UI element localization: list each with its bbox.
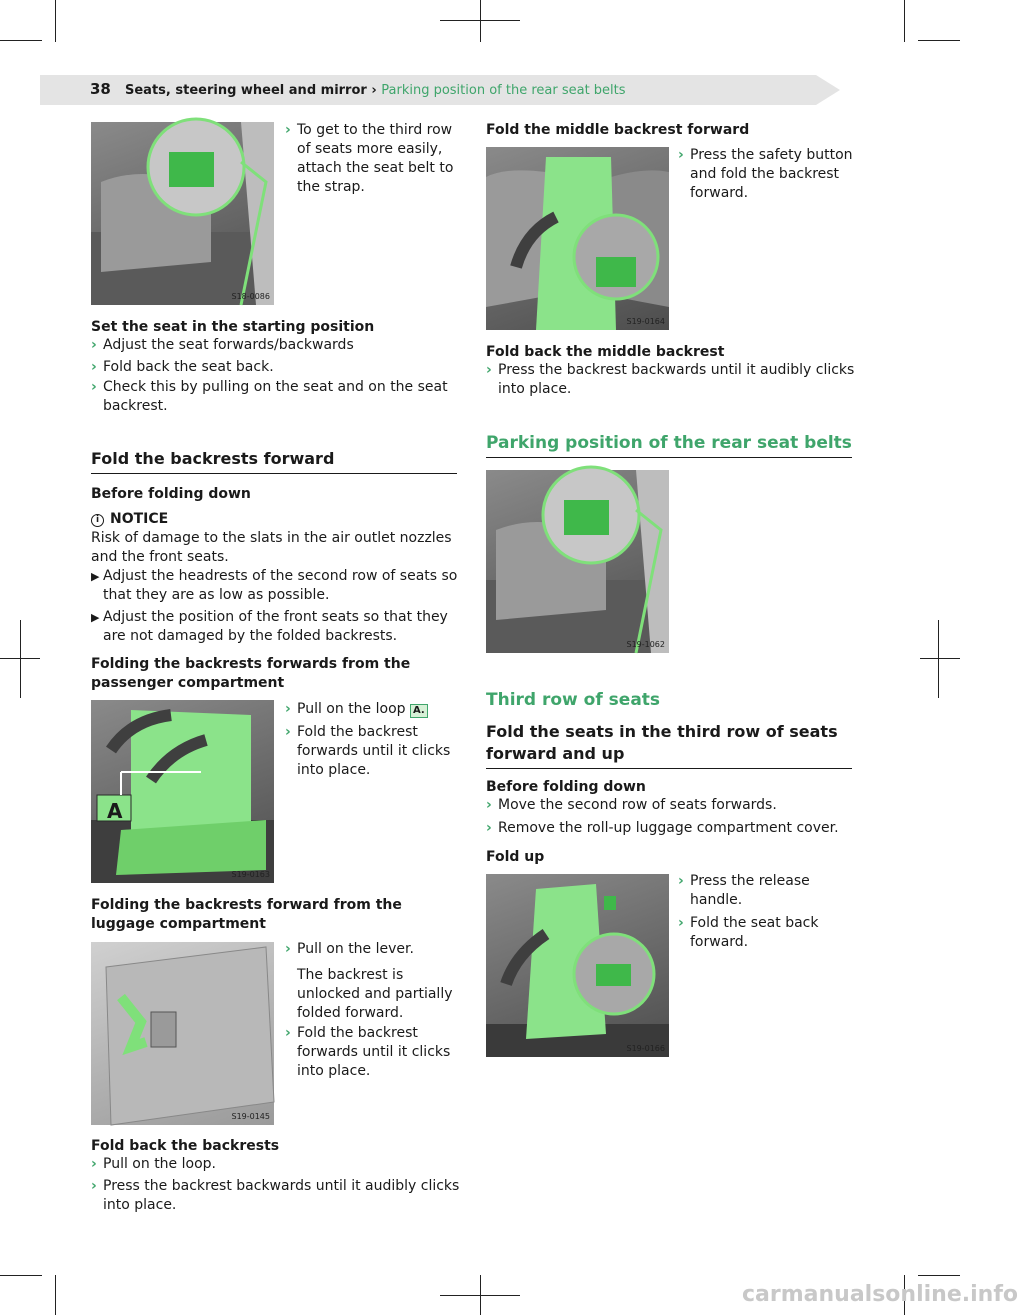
notice-item-text: Adjust the position of the front seats so that they are not damaged by the folded backrests. xyxy=(103,609,448,644)
crop-mark xyxy=(20,620,21,698)
instruction-step xyxy=(91,1177,469,1215)
section-heading-fold-backrests: Fold the backrests forward xyxy=(91,448,457,474)
bullet-icon: › xyxy=(285,1025,291,1041)
bullet-icon: › xyxy=(285,122,291,138)
instruction-step xyxy=(285,1024,467,1081)
page-number: 38 xyxy=(90,80,111,98)
breadcrumb-separator: › xyxy=(371,83,377,98)
step-text: Fold the seat back forward. xyxy=(690,915,819,950)
instruction-step xyxy=(678,872,860,910)
instruction-step xyxy=(486,796,866,815)
instruction-step xyxy=(486,819,866,838)
instruction-step xyxy=(285,700,467,719)
figure-code: S19-0164 xyxy=(626,317,665,326)
crop-mark xyxy=(55,0,56,42)
step-text: Pull on the lever. xyxy=(297,941,414,957)
instruction-step xyxy=(678,146,865,203)
figure-graphic xyxy=(91,942,274,1125)
bullet-icon: › xyxy=(678,147,684,163)
subheading-fold-back-backrests: Fold back the backrests xyxy=(91,1138,280,1154)
instruction-step xyxy=(678,914,860,952)
instruction-step xyxy=(285,121,467,197)
instruction-step xyxy=(91,1155,469,1174)
subheading-fold-up: Fold up xyxy=(486,849,545,865)
info-icon: i xyxy=(91,514,104,527)
subheading-starting-position: Set the seat in the starting position xyxy=(91,319,375,335)
bullet-icon: › xyxy=(486,362,492,378)
subheading-passenger-compartment: Folding the backrests forwards from the passenger compartment xyxy=(91,656,411,691)
bullet-icon: › xyxy=(486,820,492,836)
figure-graphic xyxy=(486,147,669,330)
instruction-step xyxy=(486,361,866,399)
step-text: Remove the roll-up luggage compartment cover. xyxy=(498,820,839,836)
crop-mark xyxy=(55,1275,56,1315)
breadcrumb-section: Seats, steering wheel and mirror xyxy=(125,83,367,98)
crop-mark xyxy=(920,658,960,659)
bullet-icon: › xyxy=(678,873,684,889)
crop-mark xyxy=(0,40,42,41)
step-text: Fold the backrest forwards until it clicks into place. xyxy=(297,724,451,778)
notice-item xyxy=(91,608,469,646)
bullet-icon: › xyxy=(285,941,291,957)
instruction-step xyxy=(285,723,467,780)
subheading-middle-backrest: Fold the middle backrest forward xyxy=(486,122,750,138)
crop-mark xyxy=(440,1295,520,1296)
step-text: Press the backrest backwards until it audibly clicks into place. xyxy=(498,362,855,397)
subheading-before-folding: Before folding down xyxy=(486,779,646,795)
crop-mark xyxy=(918,1275,960,1276)
section-heading-third-row: Third row of seats xyxy=(486,690,661,710)
figure-backrest-loop xyxy=(91,700,274,883)
bullet-icon: › xyxy=(91,359,97,375)
figure-code: S19-1062 xyxy=(626,640,665,649)
section-heading-parking-position: Parking position of the rear seat belts xyxy=(486,432,852,458)
crop-mark xyxy=(904,0,905,42)
bullet-icon: › xyxy=(91,337,97,353)
subheading-fold-back-middle: Fold back the middle backrest xyxy=(486,344,725,360)
figure-code: S18-0086 xyxy=(231,292,270,301)
crop-mark xyxy=(0,658,40,659)
figure-seat-belt-strap xyxy=(91,122,274,305)
crop-mark xyxy=(0,1275,42,1276)
step-text: Fold back the seat back. xyxy=(103,359,274,375)
bullet-icon: › xyxy=(486,797,492,813)
step-text: Move the second row of seats forwards. xyxy=(498,797,777,813)
triangle-bullet-icon: ▶ xyxy=(91,611,100,624)
step-text: Press the safety button and fold the backrest forward. xyxy=(690,147,853,201)
step-text: To get to the third row of seats more easily, attach the seat belt to the strap. xyxy=(297,122,454,195)
figure-graphic xyxy=(486,470,669,653)
key-a-badge: A. xyxy=(410,704,428,718)
crop-mark xyxy=(918,40,960,41)
step-text: Pull on the loop. xyxy=(103,1156,216,1172)
figure-graphic xyxy=(486,874,669,1057)
instruction-step xyxy=(285,940,467,959)
breadcrumb xyxy=(125,81,626,100)
notice-text: Risk of damage to the slats in the air outlet nozzles and the front seats. xyxy=(91,530,452,565)
figure-parking-position xyxy=(486,470,669,653)
step-text: Fold the backrest forwards until it clicks into place. xyxy=(297,1025,451,1079)
instruction-step xyxy=(91,358,468,377)
notice-item-text: Adjust the headrests of the second row of seats so that they are as low as possible. xyxy=(103,568,458,603)
bullet-icon: › xyxy=(285,701,291,717)
figure-lever xyxy=(91,942,274,1125)
step-note: The backrest is unlocked and partially folded forward. xyxy=(297,967,453,1021)
instruction-step xyxy=(91,378,468,416)
watermark: carmanualsonline.info xyxy=(742,1282,1018,1307)
bullet-icon: › xyxy=(91,1156,97,1172)
figure-third-row-release xyxy=(486,874,669,1057)
figure-code: S19-0166 xyxy=(626,1044,665,1053)
crop-mark xyxy=(938,620,939,698)
step-text: Pull on the loop xyxy=(297,701,406,717)
triangle-bullet-icon: ▶ xyxy=(91,570,100,583)
bullet-icon: › xyxy=(678,915,684,931)
notice-label-text: NOTICE xyxy=(110,511,169,527)
notice-label xyxy=(91,510,168,529)
figure-middle-backrest xyxy=(486,147,669,330)
figure-code: S19-0163 xyxy=(231,870,270,879)
crop-mark xyxy=(440,20,520,21)
crop-mark xyxy=(480,0,481,42)
figure-graphic xyxy=(91,700,274,883)
notice-item xyxy=(91,567,469,605)
subheading-before-folding: Before folding down xyxy=(91,486,251,502)
bullet-icon: › xyxy=(91,379,97,395)
figure-code: S19-0145 xyxy=(231,1112,270,1121)
instruction-step xyxy=(91,336,468,355)
step-text: Check this by pulling on the seat and on the seat backrest. xyxy=(103,379,448,414)
bullet-icon: › xyxy=(91,1178,97,1194)
bullet-icon: › xyxy=(285,724,291,740)
step-text: Adjust the seat forwards/backwards xyxy=(103,337,354,353)
subheading-luggage-compartment: Folding the backrests forward from the luggage compartment xyxy=(91,897,402,932)
step-text: Press the backrest backwards until it audibly clicks into place. xyxy=(103,1178,460,1213)
figure-callout-a: A xyxy=(107,799,123,823)
subsection-heading-fold-third-row: Fold the seats in the third row of seats forward and up xyxy=(486,721,852,769)
figure-graphic xyxy=(91,122,274,305)
step-text: Press the release handle. xyxy=(690,873,810,908)
breadcrumb-subsection: Parking position of the rear seat belts xyxy=(381,83,626,98)
